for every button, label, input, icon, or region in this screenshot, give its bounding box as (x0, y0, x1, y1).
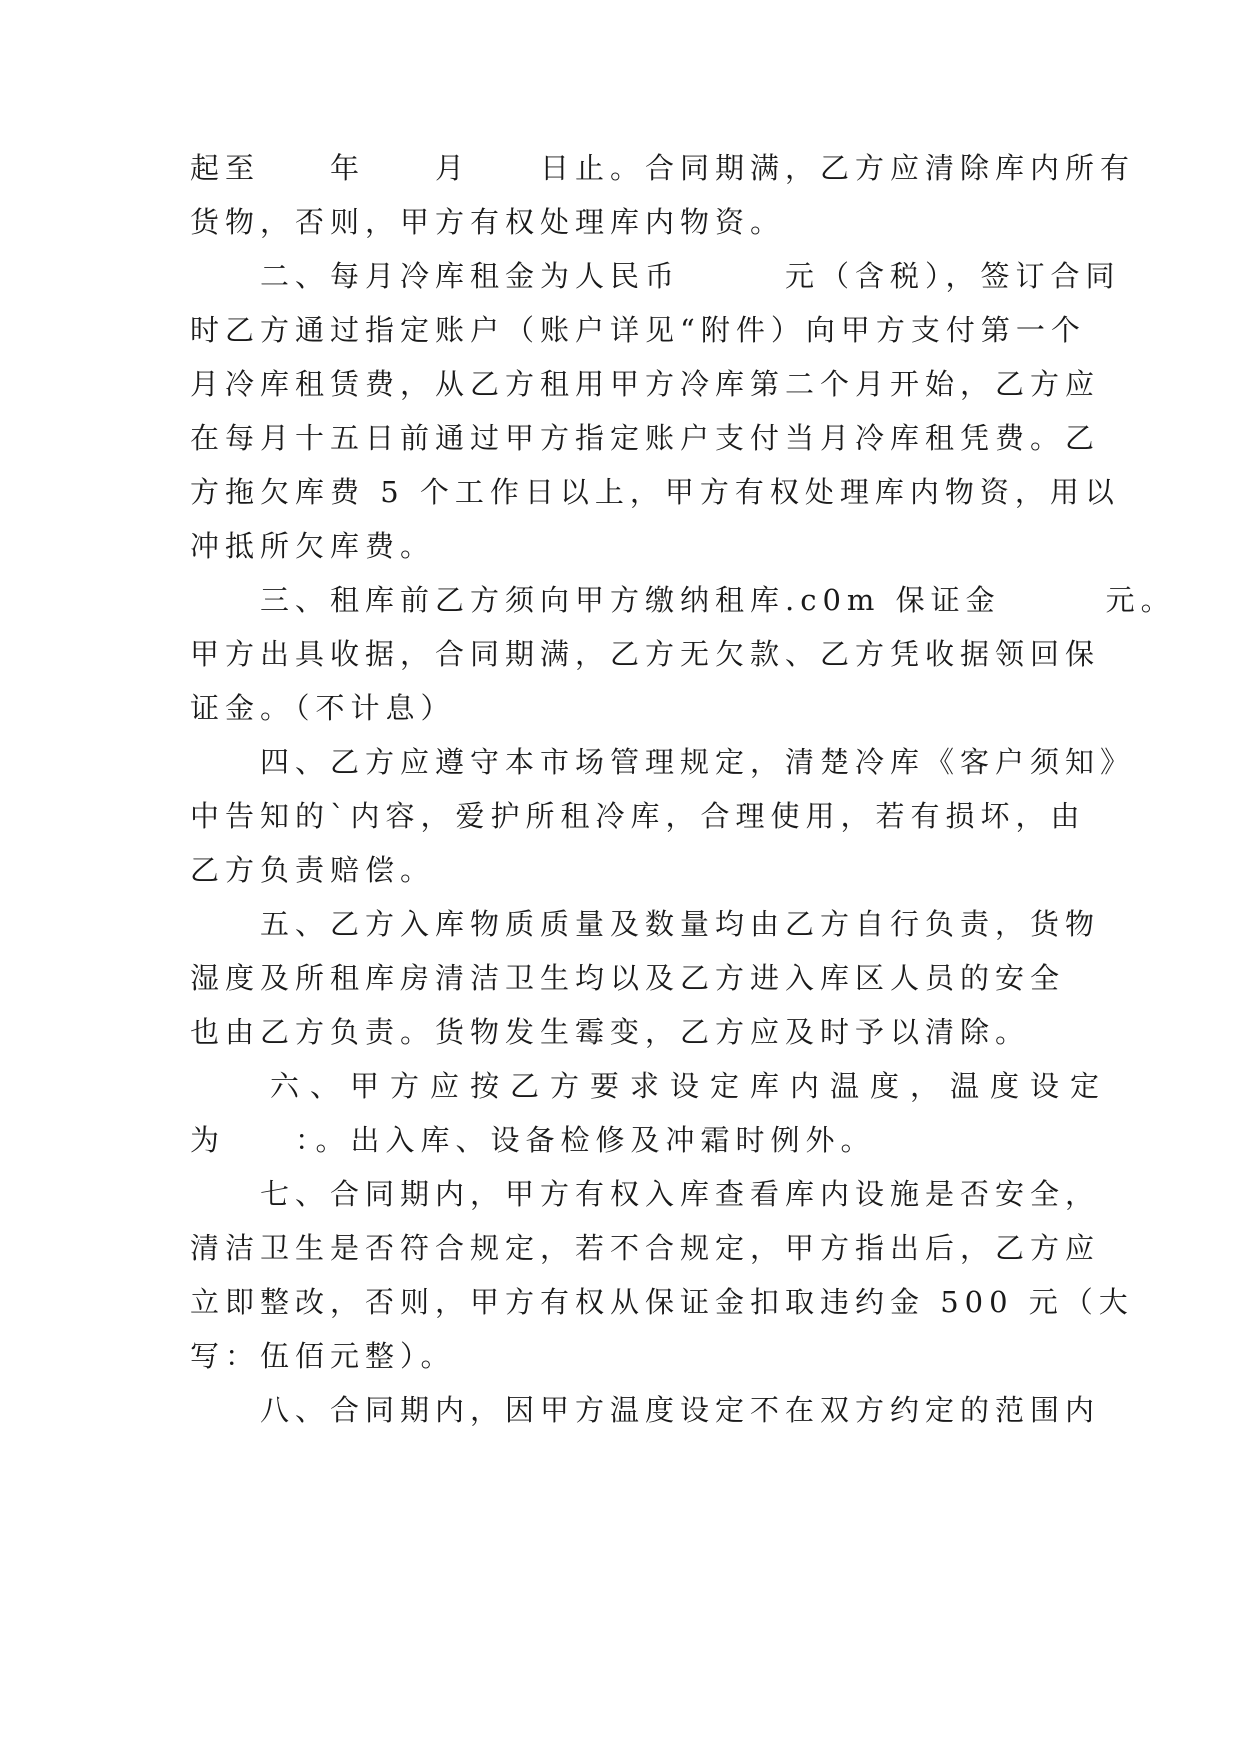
text-line: 甲方出具收据，合同期满，乙方无欠款、乙方凭收据领回保 (190, 637, 1101, 671)
clause-4-line: 四、乙方应遵守本市场管理规定，清楚冷库《客户须知》 (190, 745, 1136, 779)
text-line: 证金。（不计息） (190, 691, 456, 725)
clause-2-line: 二、每月冷库租金为人民币 元（含税），签订合同 (190, 259, 1121, 293)
text-line: 在每月十五日前通过甲方指定账户支付当月冷库租凭费。乙 (190, 421, 1101, 455)
text-line: 清洁卫生是否符合规定，若不合规定，甲方指出后，乙方应 (190, 1231, 1101, 1265)
text-line: 为 ：。出入库、设备检修及冲霜时例外。 (190, 1123, 876, 1157)
clause-8-line: 八、合同期内，因甲方温度设定不在双方约定的范围内 (190, 1393, 1101, 1427)
text-line: 时乙方通过指定账户（账户详见“附件）向甲方支付第一个 (190, 313, 1086, 347)
clause-7-line: 七、合同期内，甲方有权入库查看库内设施是否安全， (190, 1177, 1101, 1211)
text-line: 立即整改，否则，甲方有权从保证金扣取违约金 500 元（大 (190, 1285, 1134, 1319)
text-line: 起至 年 月 日止。合同期满，乙方应清除库内所有 (190, 151, 1136, 185)
clause-6-line: 六、甲方应按乙方要求设定库内温度，温度设定 (190, 1069, 1111, 1103)
text-line: 也由乙方负责。货物发生霉变，乙方应及时予以清除。 (190, 1015, 1031, 1049)
clause-3-line: 三、租库前乙方须向甲方缴纳租库.c0m 保证金 元。 (190, 583, 1176, 617)
text-line: 冲抵所欠库费。 (190, 529, 436, 563)
text-line: 乙方负责赔偿。 (190, 853, 436, 887)
text-line: 货物，否则，甲方有权处理库内物资。 (190, 205, 786, 239)
text-line: 月冷库租赁费，从乙方租用甲方冷库第二个月开始，乙方应 (190, 367, 1101, 401)
text-line: 方拖欠库费 5 个工作日以上，甲方有权处理库内物资，用以 (190, 475, 1120, 509)
text-line: 写：伍佰元整）。 (190, 1339, 456, 1373)
text-line: 湿度及所租库房清洁卫生均以及乙方进入库区人员的安全 (190, 961, 1066, 995)
clause-5-line: 五、乙方入库物质质量及数量均由乙方自行负责，货物 (190, 907, 1101, 941)
text-line: 中告知的`内容，爱护所租冷库，合理使用，若有损坏，由 (190, 799, 1086, 833)
